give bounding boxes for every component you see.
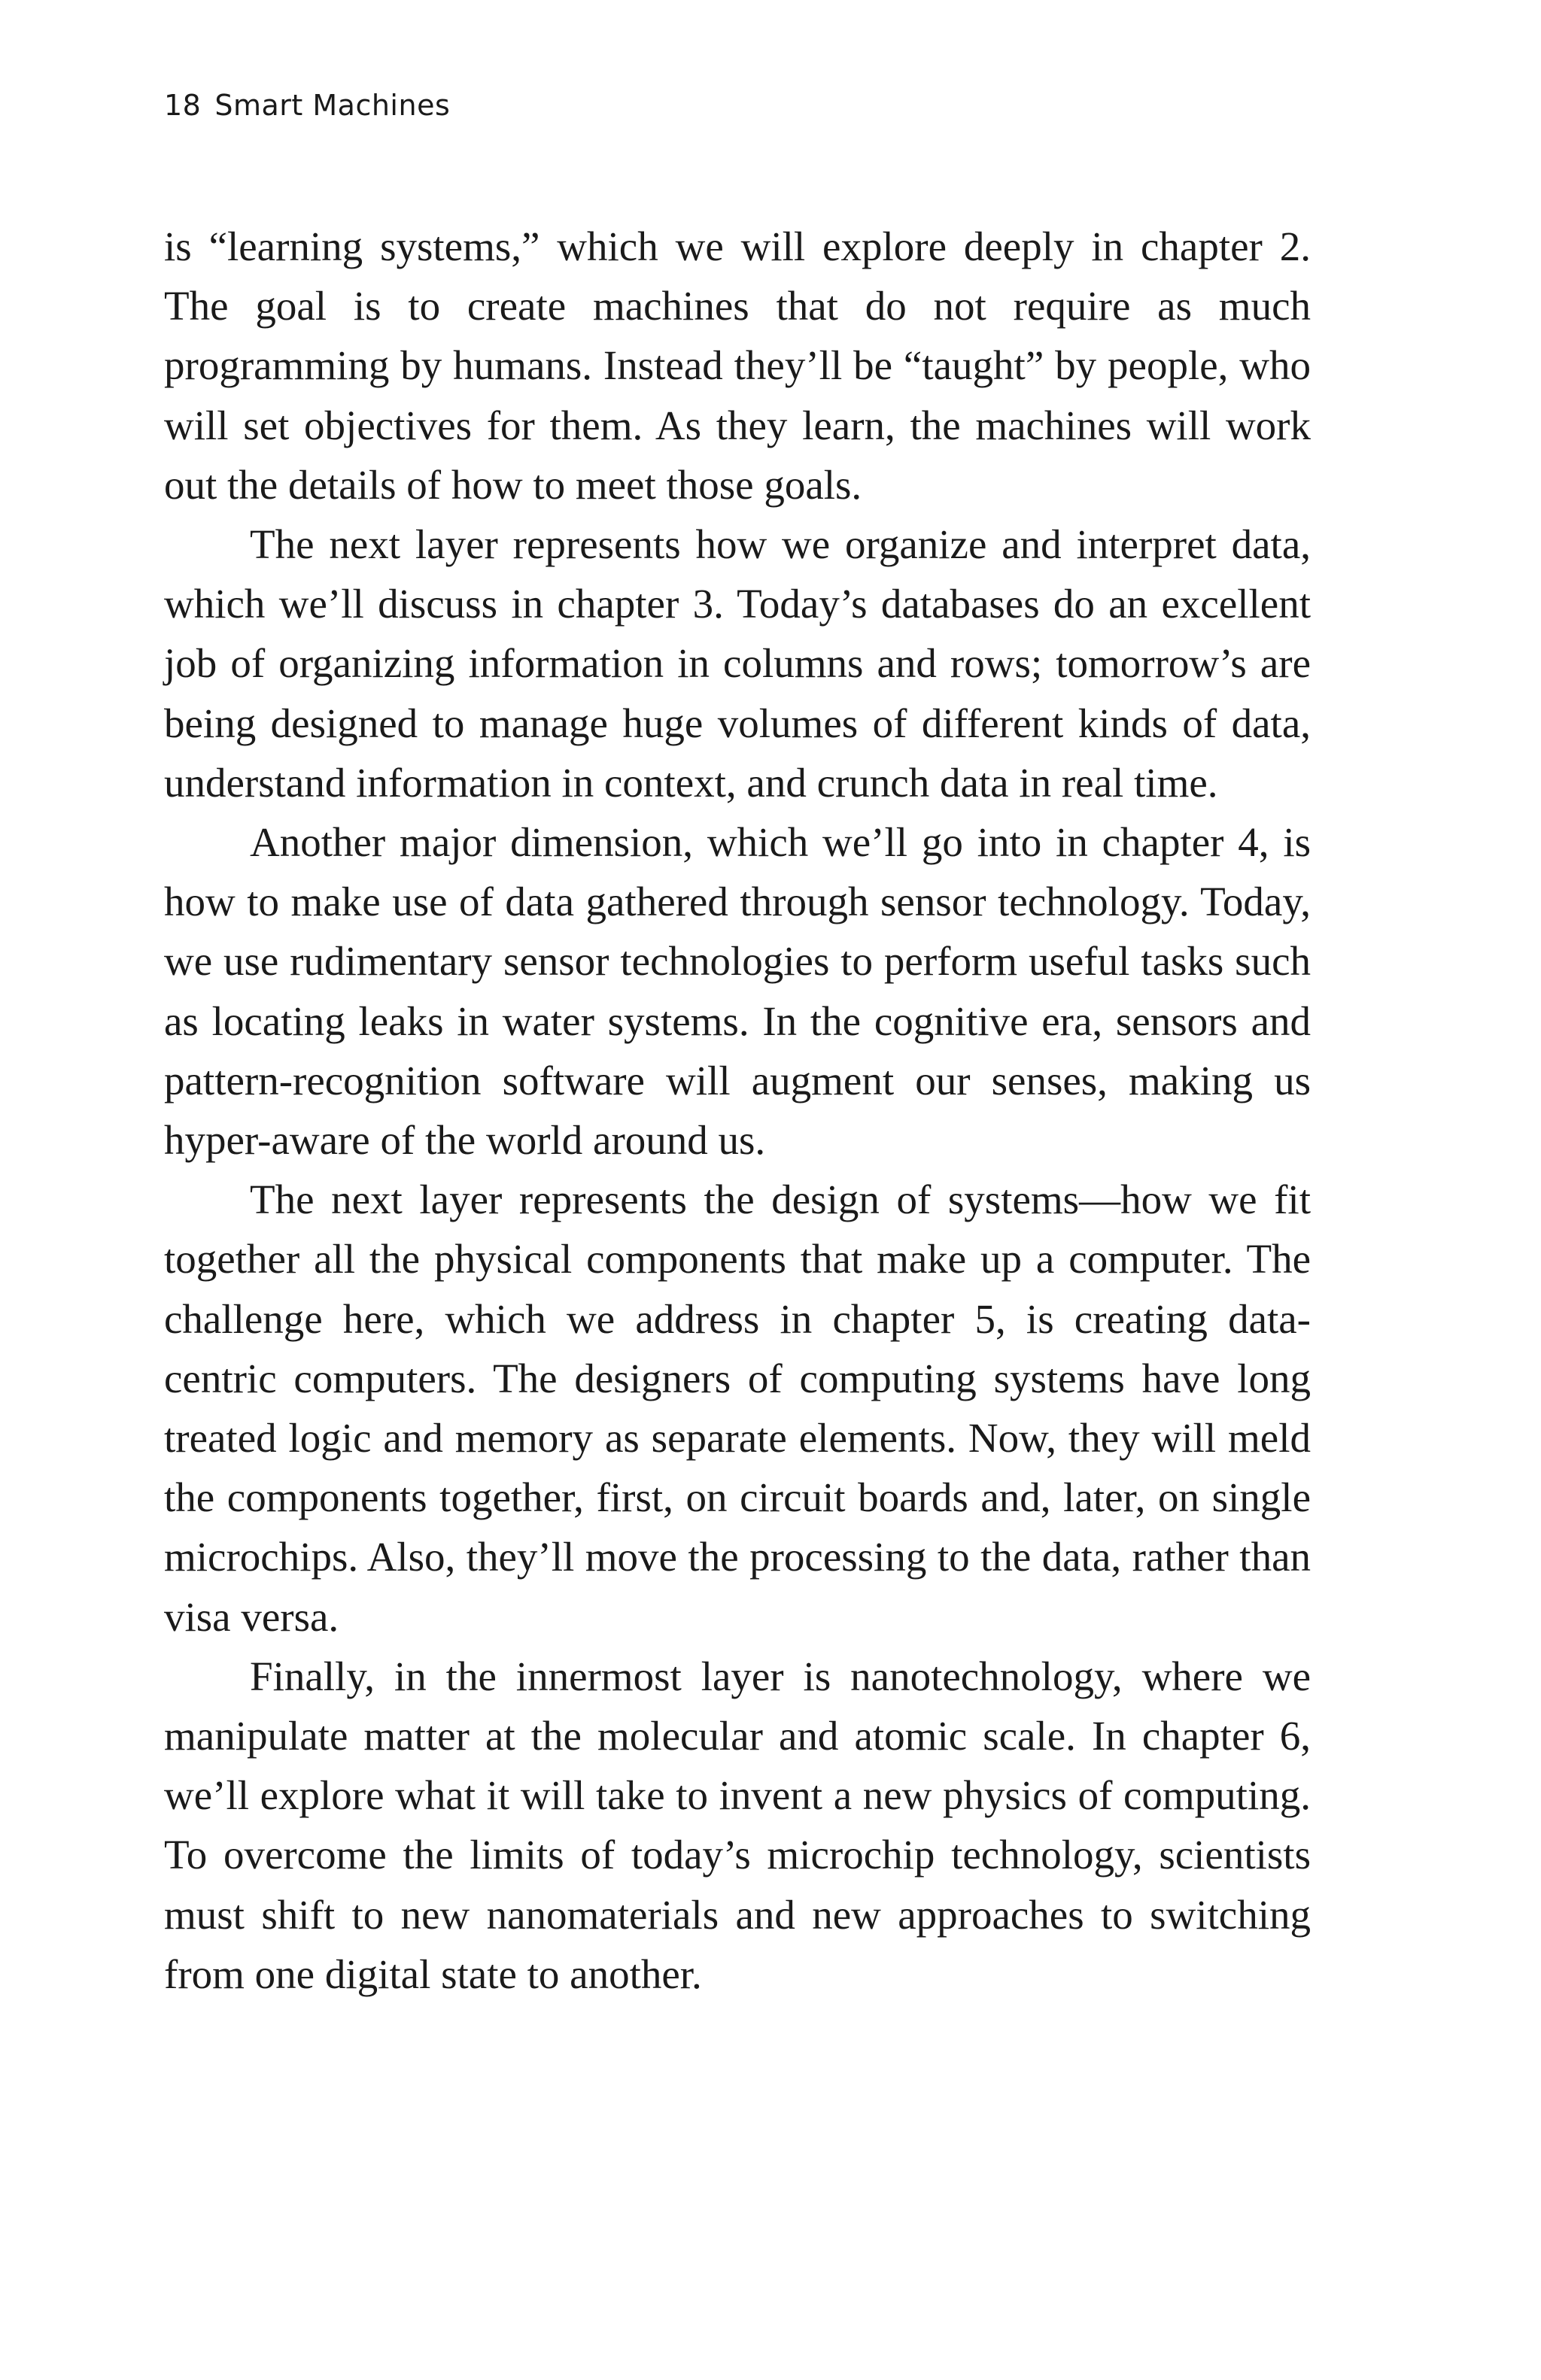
paragraph-systems-design: The next layer represents the design of systems—how we fit together all the physical components that make up a computer. The challenge here, which we address in chapter 5, is creating data-centric computers. The designers of computing systems have long treated logic and memory as separate elements. Now, they will meld the components together, first, on circuit boards and, later, on single microchips. Also, they’ll move the processing to the data, rather than visa versa. (164, 1176, 1311, 1640)
running-head (164, 89, 450, 122)
page-number: 18 (164, 89, 202, 122)
paragraph-data-layer: The next layer represents how we organize and interpret data, which we’ll discuss in chapter 3. Today’s databases do an excellent job of organizing information in columns and rows; tomorrow’s are being designed to manage huge volumes of different kinds of data, understand information in context, and crunch data in real time. (164, 521, 1311, 806)
paragraph-sensor-technology: Another major dimension, which we’ll go into in chapter 4, is how to make use of data gathered through sensor technology. Today, we use rudimentary sensor technologies to perform useful tasks such as locating leaks in water systems. In the cognitive era, sensors and pattern-recognition software will augment our senses, making us hyper-aware of the world around us. (164, 819, 1311, 1164)
book-title: Smart Machines (214, 89, 451, 122)
paragraph-nanotechnology: Finally, in the innermost layer is nanotechnology, where we manipulate matter at the molecular and atomic scale. In chapter 6, we’ll explore what it will take to invent a new physics of computing. To overcome the limits of today’s microchip technology, scientists must shift to new nanomaterials and new approaches to switching from one digital state to another. (164, 1653, 1311, 1997)
body-text (164, 217, 1311, 2004)
paragraph-learning-systems: is “learning systems,” which we will explore deeply in chapter 2. The goal is to create machines that do not require as much programming by humans. Instead they’ll be “taught” by people, who will set objectives for them. As they learn, the machines will work out the details of how to meet those goals. (164, 223, 1311, 508)
